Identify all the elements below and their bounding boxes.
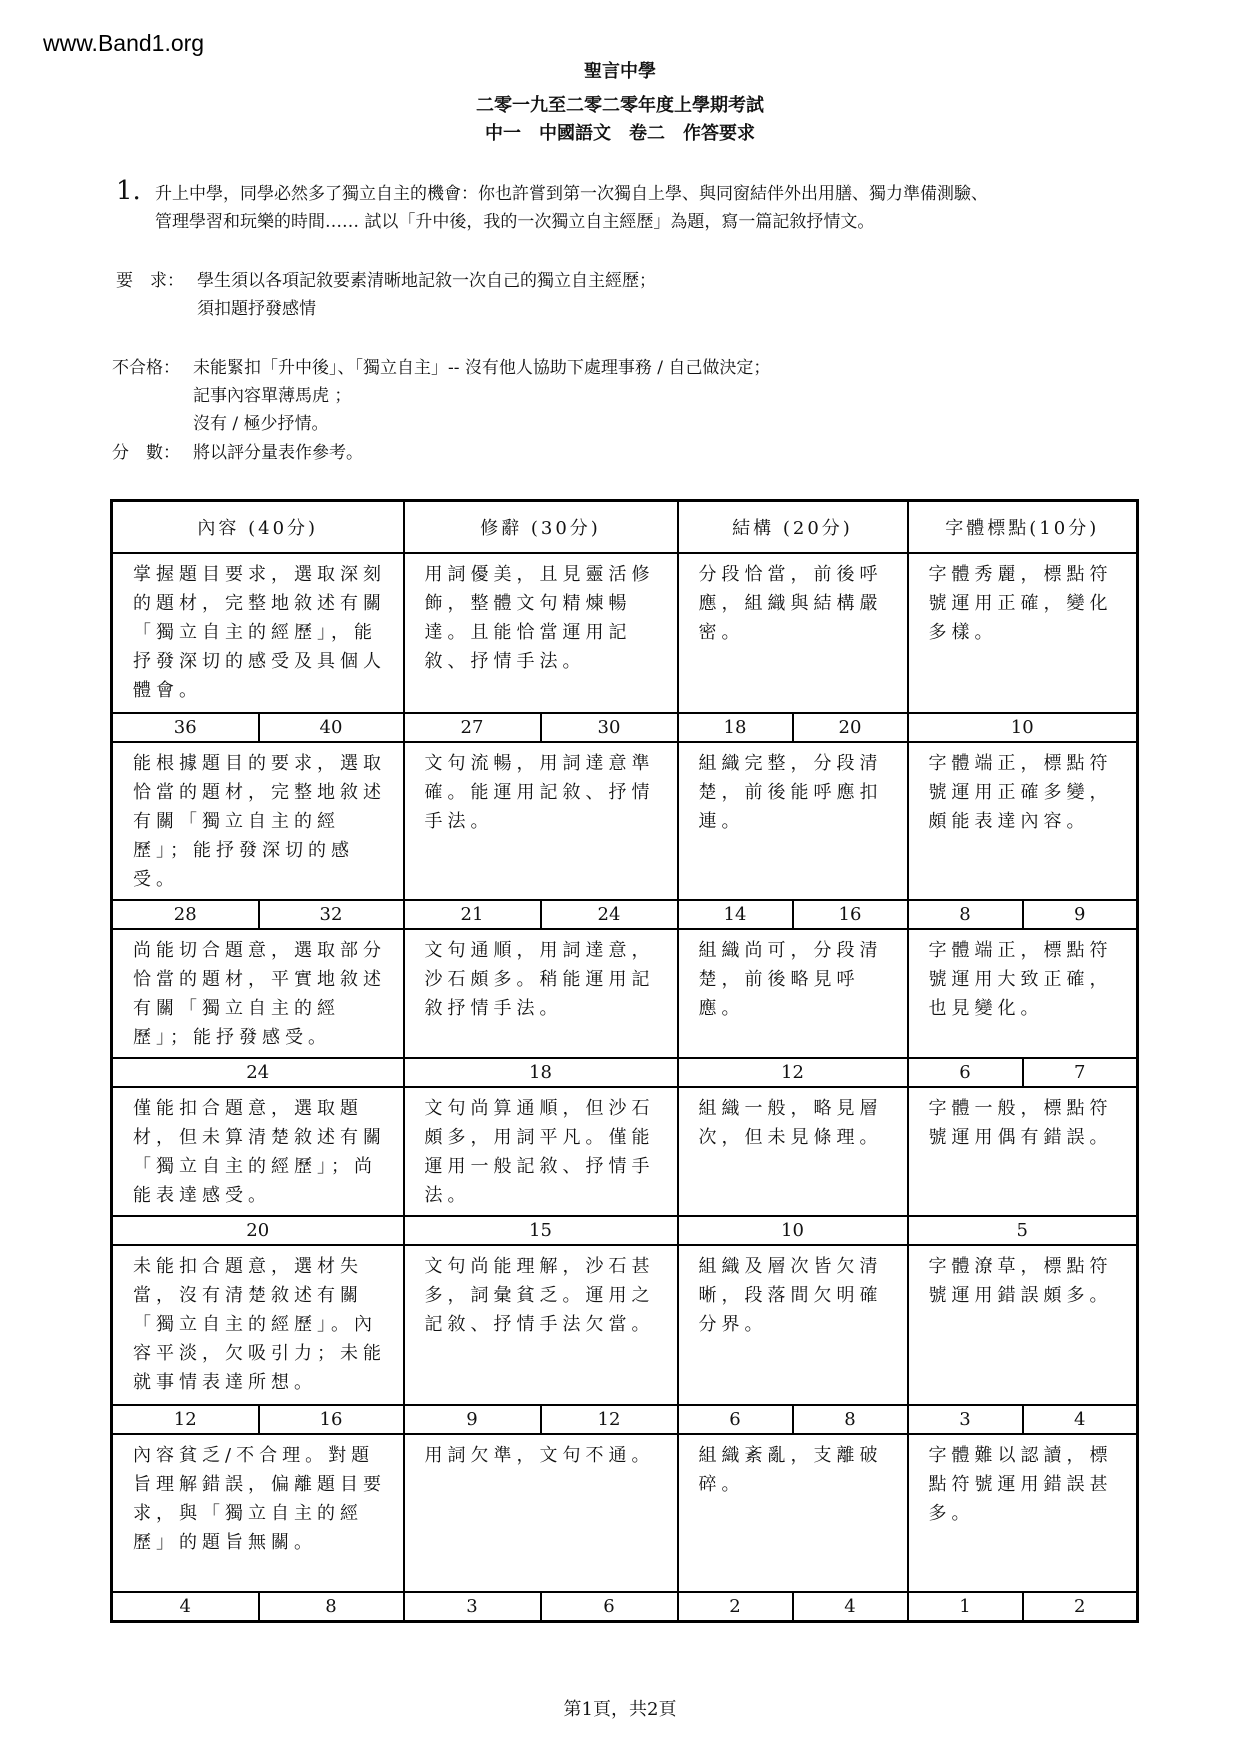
score-cell: 40 (259, 713, 404, 742)
fail-line-3: 沒有 / 極少抒情。 (193, 414, 329, 434)
score-row (112, 1216, 1138, 1245)
criteria-cell: 尚能切合題意，選取部分恰當的題材，平實地敘述有關「獨立自主的經歷」；能抒發感受。 (112, 929, 404, 1058)
question-line-2: 管理學習和玩樂的時間…… 試以「升中後，我的一次獨立自主經歷」為題，寫一篇記敘抒情文。 (155, 212, 875, 232)
score-cell: 10 (908, 713, 1138, 742)
score-cell: 8 (793, 1405, 908, 1434)
score-cell: 12 (112, 1405, 259, 1434)
paper-title: 中一 中國語文 卷二 作答要求 (485, 123, 755, 144)
exam-title: 二零一九至二零二零年度上學期考試 (476, 95, 764, 116)
score-cell: 4 (1023, 1405, 1138, 1434)
criteria-cell: 字體一般，標點符號運用偶有錯誤。 (908, 1087, 1138, 1216)
column-header: 修辭 (30分) (404, 501, 678, 554)
score-cell: 21 (404, 900, 541, 929)
score-cell: 4 (112, 1592, 259, 1622)
score-row (112, 1592, 1138, 1622)
criteria-cell: 內容貧乏/不合理。對題旨理解錯誤，偏離題目要求，與「獨立自主的經歷」的題旨無關。 (112, 1434, 404, 1592)
criteria-cell: 組織一般，略見層次，但未見條理。 (678, 1087, 908, 1216)
score-cell: 32 (259, 900, 404, 929)
criteria-cell: 僅能扣合題意，選取題材，但未算清楚敘述有關「獨立自主的經歷」；尚能表達感受。 (112, 1087, 404, 1216)
fail-label: 不合格： (112, 358, 180, 378)
criteria-cell: 文句流暢，用詞達意準確。能運用記敘、抒情手法。 (404, 742, 678, 900)
score-cell: 30 (541, 713, 678, 742)
score-label: 分 數： (112, 443, 180, 463)
score-cell: 9 (404, 1405, 541, 1434)
score-cell: 3 (404, 1592, 541, 1622)
criteria-cell: 用詞優美，且見靈活修飾，整體文句精煉暢達。且能恰當運用記敘、抒情手法。 (404, 553, 678, 713)
page-footer: 第1頁，共2頁 (563, 1699, 677, 1720)
score-cell: 16 (259, 1405, 404, 1434)
criteria-cell: 字體難以認讀，標點符號運用錯誤甚多。 (908, 1434, 1138, 1592)
marking-rubric-table (110, 499, 1139, 1623)
score-cell: 1 (908, 1592, 1023, 1622)
criteria-cell: 文句尚算通順，但沙石頗多，用詞平凡。僅能運用一般記敘、抒情手法。 (404, 1087, 678, 1216)
criteria-cell: 字體端正，標點符號運用正確多變，頗能表達內容。 (908, 742, 1138, 900)
requirements-line-1: 學生須以各項記敘要素清晰地記敘一次自己的獨立自主經歷； (197, 271, 656, 291)
criteria-row (112, 553, 1138, 713)
score-cell: 6 (678, 1405, 793, 1434)
column-header: 結構 (20分) (678, 501, 908, 554)
score-cell: 2 (678, 1592, 793, 1622)
criteria-cell: 字體秀麗，標點符號運用正確，變化多樣。 (908, 553, 1138, 713)
score-row (112, 900, 1138, 929)
score-cell: 5 (908, 1216, 1138, 1245)
criteria-cell: 字體端正，標點符號運用大致正確，也見變化。 (908, 929, 1138, 1058)
score-cell: 9 (1023, 900, 1138, 929)
score-cell: 3 (908, 1405, 1023, 1434)
score-cell: 16 (793, 900, 908, 929)
score-text: 將以評分量表作參考。 (193, 443, 363, 463)
score-row (112, 1405, 1138, 1434)
score-cell: 4 (793, 1592, 908, 1622)
criteria-cell: 字體潦草，標點符號運用錯誤頗多。 (908, 1245, 1138, 1405)
fail-line-2: 記事內容單薄馬虎 ； (193, 386, 352, 406)
score-cell: 12 (541, 1405, 678, 1434)
question-line-1: 升上中學，同學必然多了獨立自主的機會：你也許嘗到第一次獨自上學、與同窗結伴外出用膳、獨力準備測驗、 (155, 184, 988, 204)
score-row (112, 1058, 1138, 1087)
score-cell: 10 (678, 1216, 908, 1245)
criteria-cell: 組織紊亂，支離破碎。 (678, 1434, 908, 1592)
school-name: 聖言中學 (584, 61, 656, 82)
score-cell: 14 (678, 900, 793, 929)
requirements-line-2: 須扣題抒發感情 (197, 299, 316, 319)
score-cell: 6 (908, 1058, 1023, 1087)
criteria-row (112, 1087, 1138, 1216)
score-cell: 8 (259, 1592, 404, 1622)
score-cell: 6 (541, 1592, 678, 1622)
site-watermark: www.Band1.org (43, 30, 205, 56)
score-cell: 24 (112, 1058, 404, 1087)
score-cell: 27 (404, 713, 541, 742)
score-cell: 7 (1023, 1058, 1138, 1087)
fail-line-1: 未能緊扣「升中後」、「獨立自主」-- 沒有他人協助下處理事務 / 自己做決定； (193, 358, 771, 378)
score-cell: 2 (1023, 1592, 1138, 1622)
criteria-cell: 組織尚可，分段清楚，前後略見呼應。 (678, 929, 908, 1058)
criteria-row (112, 1434, 1138, 1592)
criteria-cell: 組織及層次皆欠清晰，段落間欠明確分界。 (678, 1245, 908, 1405)
column-header: 內容 (40分) (112, 501, 404, 554)
score-cell: 18 (404, 1058, 678, 1087)
requirements-label: 要 求： (116, 271, 184, 291)
score-cell: 36 (112, 713, 259, 742)
score-row (112, 713, 1138, 742)
score-cell: 12 (678, 1058, 908, 1087)
score-cell: 24 (541, 900, 678, 929)
score-cell: 8 (908, 900, 1023, 929)
criteria-row (112, 742, 1138, 900)
criteria-cell: 掌握題目要求，選取深刻的題材，完整地敘述有關「獨立自主的經歷」，能抒發深切的感受及具個人體會。 (112, 553, 404, 713)
criteria-cell: 分段恰當，前後呼應，組織與結構嚴密。 (678, 553, 908, 713)
criteria-row (112, 1245, 1138, 1405)
score-cell: 20 (112, 1216, 404, 1245)
criteria-cell: 文句通順，用詞達意，沙石頗多。稍能運用記敘抒情手法。 (404, 929, 678, 1058)
score-cell: 18 (678, 713, 793, 742)
criteria-cell: 文句尚能理解，沙石甚多，詞彙貧乏。運用之記敘、抒情手法欠當。 (404, 1245, 678, 1405)
criteria-row (112, 929, 1138, 1058)
criteria-cell: 能根據題目的要求，選取恰當的題材，完整地敘述有關「獨立自主的經歷」；能抒發深切的感受。 (112, 742, 404, 900)
criteria-cell: 組織完整，分段清楚，前後能呼應扣連。 (678, 742, 908, 900)
criteria-cell: 用詞欠準，文句不通。 (404, 1434, 678, 1592)
score-cell: 20 (793, 713, 908, 742)
criteria-cell: 未能扣合題意，選材失當，沒有清楚敘述有關「獨立自主的經歷」。內容平淡，欠吸引力；未能就事情表達所想。 (112, 1245, 404, 1405)
score-cell: 28 (112, 900, 259, 929)
column-header: 字體標點(10分) (908, 501, 1138, 554)
question-number: 1. (116, 176, 141, 206)
score-cell: 15 (404, 1216, 678, 1245)
